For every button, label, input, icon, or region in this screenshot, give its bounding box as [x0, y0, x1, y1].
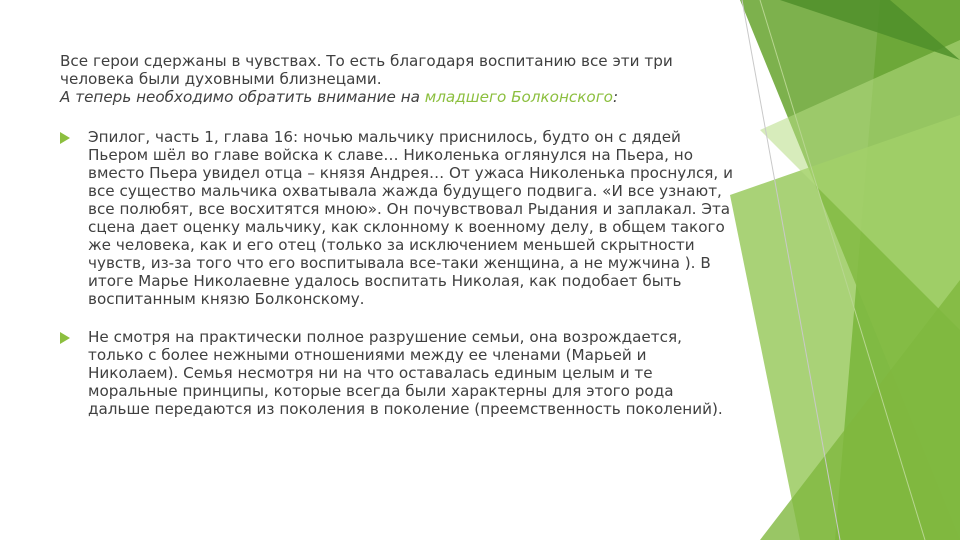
- intro-line-2: [60, 88, 740, 106]
- bullet-item: [60, 328, 740, 418]
- slide-content: [60, 52, 740, 438]
- bullet-text: Не смотря на практически полное разрушение семьи, она возрождается, только с более нежными отношениями между ее членами (Марьей и Николаем). Семья несмотря ни на что оставалась единым целым и те моральные принципы, которые всегда были характерны для этого рода дальше передаются из поколения в поколение (преемственность поколений).: [88, 328, 723, 418]
- triangle-bullet-icon: [60, 132, 70, 144]
- bullet-list: [60, 128, 740, 418]
- intro-line-2-prefix: А теперь необходимо обратить внимание на: [60, 88, 425, 106]
- triangle-bullet-icon: [60, 332, 70, 344]
- intro-block: [60, 52, 740, 106]
- intro-line-1: Все герои сдержаны в чувствах. То есть благодаря воспитанию все эти три человека были духовными близнецами.: [60, 52, 673, 88]
- bullet-item: [60, 128, 740, 308]
- intro-line-2-suffix: :: [612, 88, 619, 106]
- bullet-text: Эпилог, часть 1, глава 16: ночью мальчику приснилось, будто он с дядей Пьером шёл во главе войска к славе… Николенька оглянулся на Пьера, но вместо Пьера увидел отца – князя Андрея… От ужаса Николенька проснулся, и все существо мальчика охватывала жажда будущего подвига. «И все узнают, все полюбят, все восхитятся мною». Он почувствовал Рыдания и заплакал. Эта сцена дает оценку мальчику, как склонному к военному делу, в общем такого же человека, как и его отец (только за исключением меньшей скрытности чувств, из-за того что его воспитывала все-таки женщина, а не мужчина ). В итоге Марье Николаевне удалось воспитать Николая, как подобает быть воспитанным князю Болконскому.: [88, 128, 733, 308]
- intro-line-2-accent: младшего Болконского: [424, 88, 613, 106]
